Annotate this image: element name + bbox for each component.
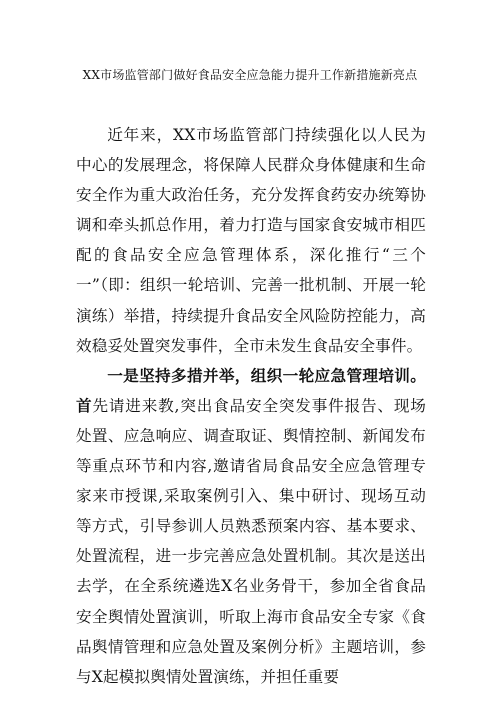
paragraph-training-lead: 一是坚持多措并举，组织一轮应急管理培训。首 [76,365,426,415]
paragraph-intro-text: 近年来，XX市场监管部门持续强化以人民为中心的发展理念，将保障人民群众身体健康和生命安全作为重大政治任务，充分发挥食药安办统筹协调和牵头抓总作用，着力打造与国家食安城市相匹配的食品安全应急管理体系，深化推行“三个一”（即：组织一轮培训、完善一批机制、开展一轮演练）举措，持续提升食品安全风险防控能力，高效稳妥处置突发事件，全市未发生食品安全事件。 [76,126,426,355]
paragraph-training [76,361,426,692]
paragraph-intro [76,120,426,361]
paragraph-training-text: 先请进来教,突出食品安全突发事件报告、现场处置、应急响应、调查取证、舆情控制、新闻发布等重点环节和内容,邀请省局食品安全应急管理专家来市授课,采取案例引入、集中研讨、现场互动等方式，引导参训人员熟悉预案内容、基本要求、处置流程，进一步完善应急处置机制。其次是送出去学，在全系统遴选X名业务骨干，参加全省食品安全舆情处置演训，听取上海市食品安全专家《食品舆情管理和应急处置及案例分析》主题培训，参与X起模拟舆情处置演练，并担任重要 [76,396,427,686]
document-title: XX市场监管部门做好食品安全应急能力提升工作新措施新亮点 [82,68,418,82]
document-body [76,120,426,692]
